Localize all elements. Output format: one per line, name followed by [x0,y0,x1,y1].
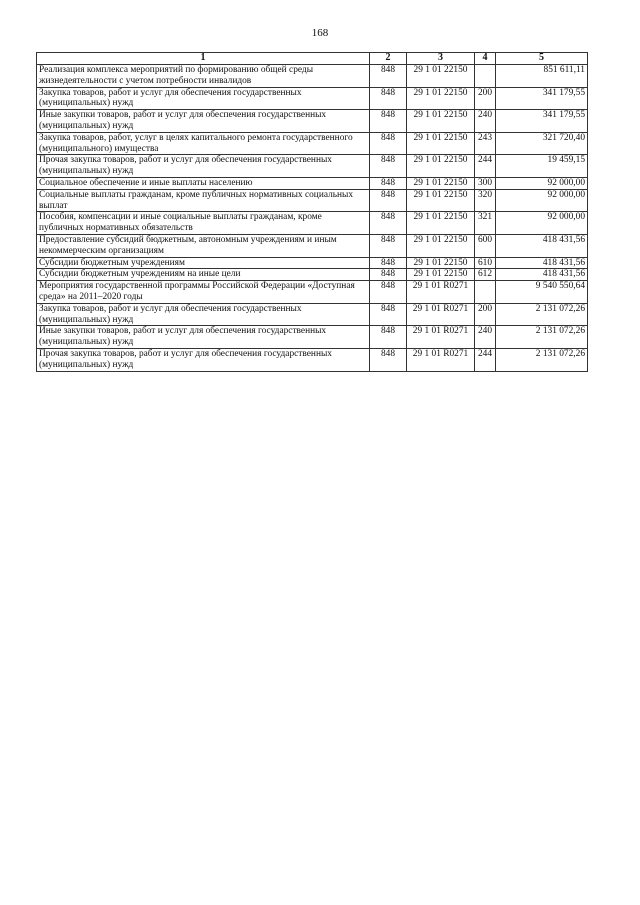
target-article-cell: 29 1 01 22150 [407,189,475,212]
description-cell: Социальное обеспечение и иные выплаты населению [37,177,370,189]
column-header-3: 3 [407,53,475,65]
table-row [37,189,588,212]
table-body [37,65,588,372]
amount-cell: 2 131 072,26 [496,326,588,349]
table-row [37,281,588,304]
expense-type-cell: 610 [475,257,496,269]
description-cell: Прочая закупка товаров, работ и услуг для обеспечения государственных (муниципальных) нужд [37,348,370,371]
target-article-cell: 29 1 01 22150 [407,257,475,269]
amount-cell: 341 179,55 [496,110,588,133]
table-row [37,212,588,235]
ministry-code-cell: 848 [370,87,407,110]
target-article-cell: 29 1 01 22150 [407,212,475,235]
ministry-code-cell: 848 [370,269,407,281]
ministry-code-cell: 848 [370,348,407,371]
expense-type-cell: 240 [475,110,496,133]
expense-type-cell: 200 [475,87,496,110]
ministry-code-cell: 848 [370,281,407,304]
target-article-cell: 29 1 01 22150 [407,87,475,110]
amount-cell: 2 131 072,26 [496,303,588,326]
target-article-cell: 29 1 01 22150 [407,110,475,133]
description-cell: Мероприятия государственной программы Российской Федерации «Доступная среда» на 2011–2020 годы [37,281,370,304]
target-article-cell: 29 1 01 R0271 [407,326,475,349]
expense-type-cell: 600 [475,234,496,257]
description-cell: Предоставление субсидий бюджетным, автономным учреждениям и иным некоммерческим организациям [37,234,370,257]
target-article-cell: 29 1 01 22150 [407,155,475,178]
description-cell: Пособия, компенсации и иные социальные выплаты гражданам, кроме публичных нормативных обязательств [37,212,370,235]
table-row [37,110,588,133]
column-header-1: 1 [37,53,370,65]
ministry-code-cell: 848 [370,326,407,349]
page-number: 168 [311,27,329,39]
amount-cell: 9 540 550,64 [496,281,588,304]
amount-cell: 418 431,56 [496,269,588,281]
target-article-cell: 29 1 01 R0271 [407,303,475,326]
ministry-code-cell: 848 [370,257,407,269]
expense-type-cell: 321 [475,212,496,235]
description-cell: Закупка товаров, работ и услуг для обеспечения государственных (муниципальных) нужд [37,87,370,110]
amount-cell: 341 179,55 [496,87,588,110]
expense-type-cell: 244 [475,348,496,371]
amount-cell: 418 431,56 [496,234,588,257]
amount-cell: 92 000,00 [496,189,588,212]
description-cell: Субсидии бюджетным учреждениям на иные цели [37,269,370,281]
table-row [37,87,588,110]
amount-cell: 418 431,56 [496,257,588,269]
amount-cell: 851 611,11 [496,65,588,88]
ministry-code-cell: 848 [370,177,407,189]
ministry-code-cell: 848 [370,234,407,257]
table-row [37,177,588,189]
table-row [37,348,588,371]
description-cell: Субсидии бюджетным учреждениям [37,257,370,269]
expense-type-cell [475,281,496,304]
expense-type-cell: 243 [475,132,496,155]
table-row [37,326,588,349]
table-row [37,303,588,326]
expense-type-cell: 300 [475,177,496,189]
ministry-code-cell: 848 [370,189,407,212]
column-header-5: 5 [496,53,588,65]
amount-cell: 92 000,00 [496,177,588,189]
table-row [37,65,588,88]
column-header-2: 2 [370,53,407,65]
description-cell: Реализация комплекса мероприятий по формированию общей среды жизнедеятельности с учетом потребности инвалидов [37,65,370,88]
ministry-code-cell: 848 [370,65,407,88]
column-header-4: 4 [475,53,496,65]
expense-type-cell: 240 [475,326,496,349]
table-row [37,155,588,178]
table-row [37,269,588,281]
description-cell: Социальные выплаты гражданам, кроме публичных нормативных социальных выплат [37,189,370,212]
expense-type-cell: 200 [475,303,496,326]
table-header-row [37,53,588,65]
target-article-cell: 29 1 01 22150 [407,177,475,189]
expense-type-cell: 612 [475,269,496,281]
target-article-cell: 29 1 01 22150 [407,269,475,281]
target-article-cell: 29 1 01 22150 [407,132,475,155]
amount-cell: 2 131 072,26 [496,348,588,371]
description-cell: Прочая закупка товаров, работ и услуг для обеспечения государственных (муниципальных) нужд [37,155,370,178]
ministry-code-cell: 848 [370,110,407,133]
expense-type-cell [475,65,496,88]
ministry-code-cell: 848 [370,132,407,155]
table-row [37,257,588,269]
target-article-cell: 29 1 01 R0271 [407,281,475,304]
expense-type-cell: 244 [475,155,496,178]
ministry-code-cell: 848 [370,155,407,178]
ministry-code-cell: 848 [370,212,407,235]
description-cell: Закупка товаров, работ, услуг в целях капитального ремонта государственного (муниципального) имущества [37,132,370,155]
expense-type-cell: 320 [475,189,496,212]
target-article-cell: 29 1 01 R0271 [407,348,475,371]
description-cell: Закупка товаров, работ и услуг для обеспечения государственных (муниципальных) нужд [37,303,370,326]
description-cell: Иные закупки товаров, работ и услуг для обеспечения государственных (муниципальных) нужд [37,326,370,349]
budget-table [36,52,588,372]
table-row [37,234,588,257]
target-article-cell: 29 1 01 22150 [407,234,475,257]
amount-cell: 92 000,00 [496,212,588,235]
amount-cell: 321 720,40 [496,132,588,155]
amount-cell: 19 459,15 [496,155,588,178]
description-cell: Иные закупки товаров, работ и услуг для обеспечения государственных (муниципальных) нужд [37,110,370,133]
target-article-cell: 29 1 01 22150 [407,65,475,88]
table-row [37,132,588,155]
ministry-code-cell: 848 [370,303,407,326]
